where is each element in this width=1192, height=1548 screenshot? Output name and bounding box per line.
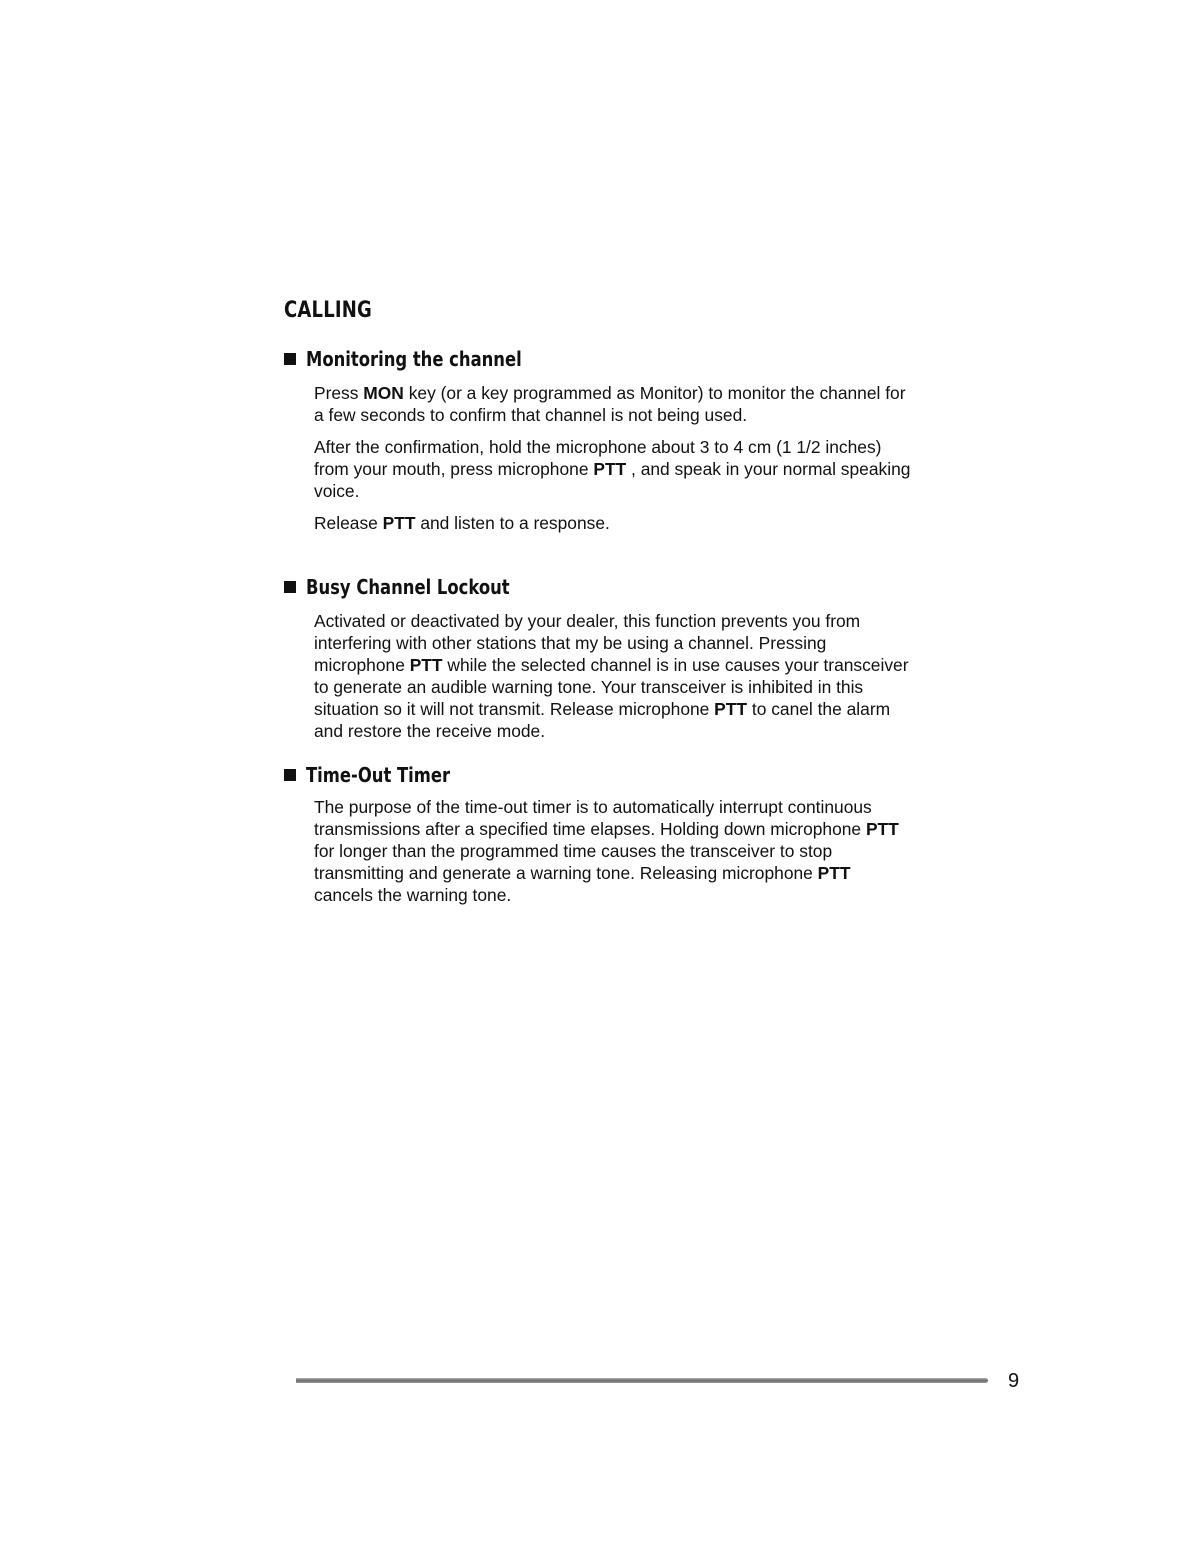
section-title-text: Monitoring the channel (306, 347, 522, 371)
square-bullet-icon (284, 353, 296, 365)
section-title-text: Busy Channel Lockout (306, 575, 510, 599)
paragraph: Activated or deactivated by your dealer, this function prevents you from interfering with other stations that my be using a channel. Pressing microphone PTT while the selected channel is in use causes your transceiver to generate an audible warning tone. Your transceiver is inhibited in this situation so it will not transmit. Release microphone PTT to canel the alarm and restore the receive mode. (314, 611, 909, 741)
paragraph: Press MON key (or a key programmed as Monitor) to monitor the channel for a few seconds to confirm that channel is not being used. (314, 383, 906, 425)
page-heading: CALLING (284, 298, 372, 323)
paragraph: Release PTT and listen to a response. (314, 513, 610, 533)
bold-key-label: PTT (409, 655, 443, 675)
section-title (284, 574, 909, 600)
page-number: 9 (1008, 1370, 1020, 1392)
section-time-out-timer (284, 762, 899, 906)
section-title-text: Time-Out Timer (306, 763, 451, 787)
bold-key-label: PTT (593, 459, 627, 479)
section-title (284, 346, 910, 372)
footer-rule (296, 1378, 988, 1383)
square-bullet-icon (284, 581, 296, 593)
bold-key-label: PTT (714, 699, 748, 719)
section-monitoring-the-channel (284, 346, 910, 534)
section-busy-channel-lockout (284, 574, 909, 742)
square-bullet-icon (284, 769, 296, 781)
bold-key-label: PTT (817, 863, 851, 883)
paragraph: After the confirmation, hold the microphone about 3 to 4 cm (1 1/2 inches) from your mouth, press microphone PTT , and speak in your normal speaking voice. (314, 437, 911, 501)
bold-key-label: PTT (865, 819, 899, 839)
section-title (284, 762, 899, 788)
bold-key-label: PTT (382, 513, 416, 533)
bold-key-label: MON (363, 383, 404, 403)
paragraph: The purpose of the time-out timer is to automatically interrupt continuous transmissions after a specified time elapses. Holding down microphone PTT for longer than the programmed time causes the transceiver to stop transmitting and generate a warning tone. Releasing microphone PTT cancels the warning tone. (314, 797, 899, 905)
